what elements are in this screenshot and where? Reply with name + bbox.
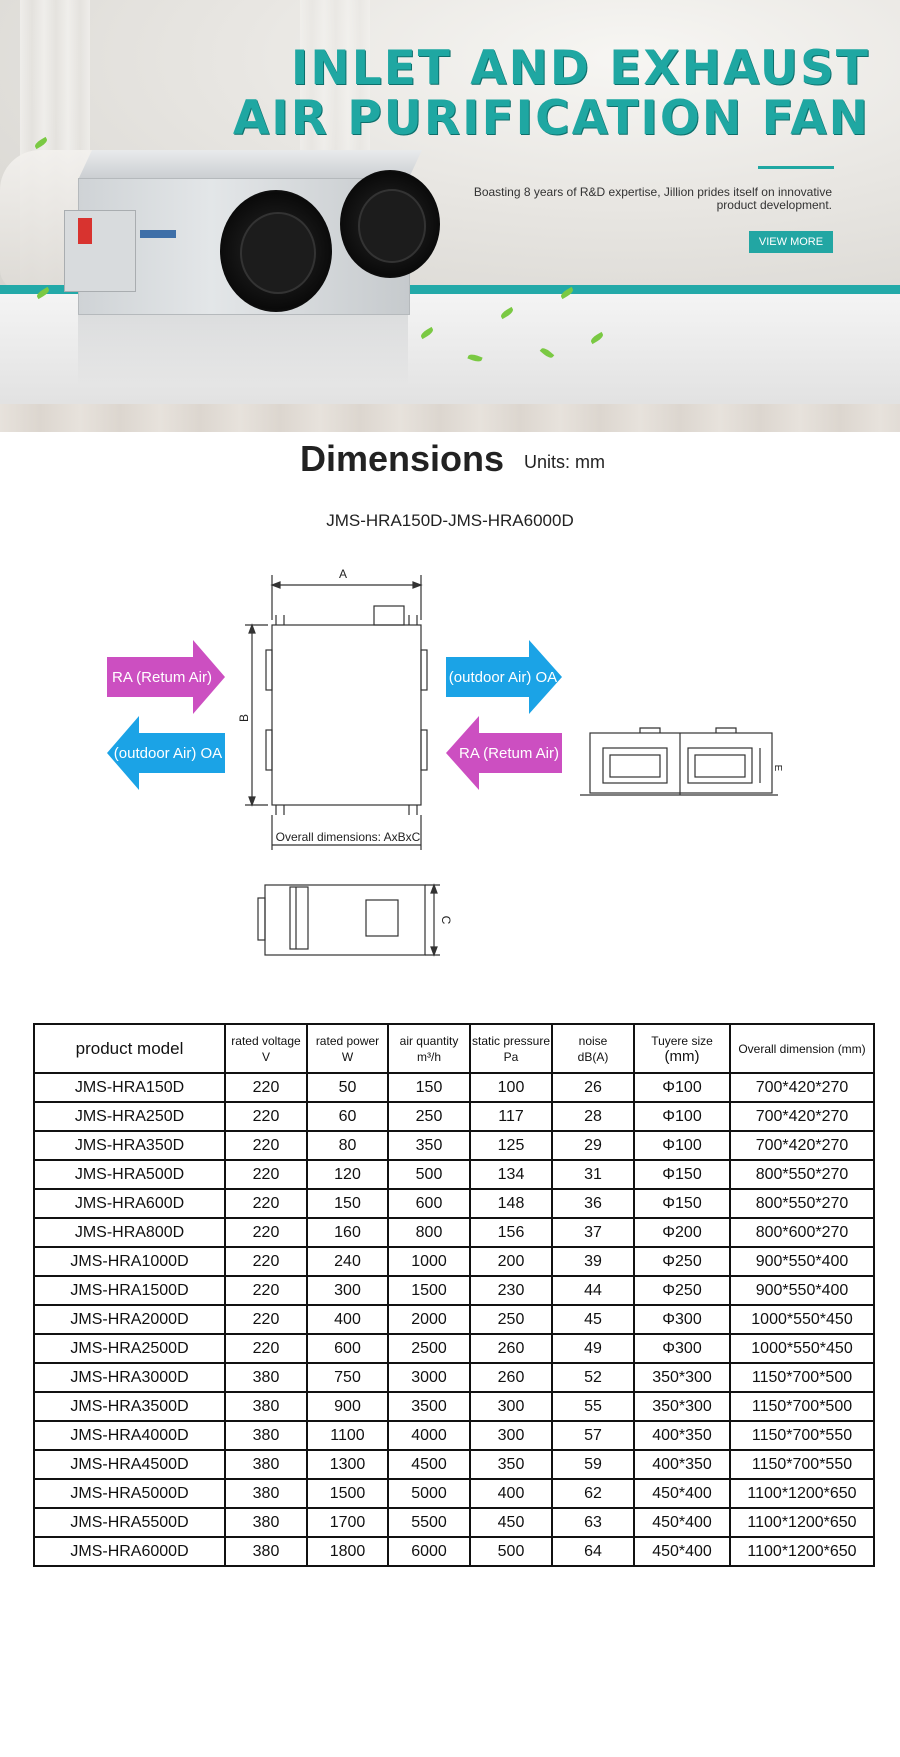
table-cell: 900*550*400	[730, 1276, 874, 1305]
label-b: B	[237, 713, 251, 723]
table-cell: 380	[225, 1479, 307, 1508]
table-cell: 1500	[307, 1479, 388, 1508]
table-cell: 220	[225, 1247, 307, 1276]
table-cell: 900	[307, 1392, 388, 1421]
table-cell: 220	[225, 1073, 307, 1102]
column-header-label: rated voltage	[231, 1033, 301, 1048]
table-cell: 156	[470, 1218, 552, 1247]
table-cell: JMS-HRA3500D	[34, 1392, 225, 1421]
table-cell: 2000	[388, 1305, 470, 1334]
column-header-label: product model	[75, 1038, 184, 1058]
table-cell: 800*550*270	[730, 1160, 874, 1189]
table-cell: 600	[388, 1189, 470, 1218]
column-header	[730, 1024, 874, 1073]
table-cell: 700*420*270	[730, 1073, 874, 1102]
table-cell: 220	[225, 1276, 307, 1305]
overall-dimensions-note: Overall dimensions: AxBxC	[275, 830, 421, 844]
table-row	[34, 1537, 874, 1566]
table-cell: 50	[307, 1073, 388, 1102]
table-cell: 350	[470, 1450, 552, 1479]
table-cell: 3500	[388, 1392, 470, 1421]
dimension-drawing	[0, 560, 900, 960]
arrow-outdoor-air-out	[107, 716, 225, 790]
table-cell: 350	[388, 1131, 470, 1160]
table-cell: Φ250	[634, 1276, 730, 1305]
table-cell: 800*550*270	[730, 1189, 874, 1218]
arrow-return-air-out	[446, 716, 562, 790]
table-cell: 1150*700*500	[730, 1363, 874, 1392]
table-cell: 1700	[307, 1508, 388, 1537]
table-row	[34, 1276, 874, 1305]
table-cell: 250	[470, 1305, 552, 1334]
table-cell: 300	[470, 1392, 552, 1421]
table-row	[34, 1247, 874, 1276]
hero-title-line2: AIR PURIFICATION FAN	[232, 91, 870, 146]
table-cell: JMS-HRA150D	[34, 1073, 225, 1102]
table-cell: JMS-HRA350D	[34, 1131, 225, 1160]
table-cell: 1800	[307, 1537, 388, 1566]
table-cell: Φ300	[634, 1334, 730, 1363]
table-cell: 148	[470, 1189, 552, 1218]
table-cell: 400*350	[634, 1421, 730, 1450]
table-cell: 600	[307, 1334, 388, 1363]
table-cell: 49	[552, 1334, 634, 1363]
table-row	[34, 1508, 874, 1537]
table-cell: 220	[225, 1160, 307, 1189]
table-cell: 400	[307, 1305, 388, 1334]
table-cell: Φ250	[634, 1247, 730, 1276]
column-header	[634, 1024, 730, 1073]
table-cell: 350*300	[634, 1392, 730, 1421]
table-row	[34, 1131, 874, 1160]
table-cell: 230	[470, 1276, 552, 1305]
table-cell: 220	[225, 1218, 307, 1247]
table-cell: 1000*550*450	[730, 1305, 874, 1334]
table-cell: 44	[552, 1276, 634, 1305]
column-header	[307, 1024, 388, 1073]
table-cell: 240	[307, 1247, 388, 1276]
table-cell: 5500	[388, 1508, 470, 1537]
table-cell: JMS-HRA1000D	[34, 1247, 225, 1276]
column-header-unit: V	[261, 1049, 270, 1064]
table-cell: 134	[470, 1160, 552, 1189]
view-more-button[interactable]: VIEW MORE	[749, 231, 833, 253]
table-cell: 1150*700*550	[730, 1421, 874, 1450]
table-row	[34, 1363, 874, 1392]
column-header-unit: W	[341, 1049, 354, 1064]
table-cell: 6000	[388, 1537, 470, 1566]
table-cell: 28	[552, 1102, 634, 1131]
table-cell: 380	[225, 1392, 307, 1421]
column-header	[552, 1024, 634, 1073]
table-cell: JMS-HRA6000D	[34, 1537, 225, 1566]
column-header-label: Tuyere size	[651, 1033, 713, 1048]
unit-top-view	[272, 625, 421, 805]
arrow-outdoor-air-in	[446, 640, 562, 714]
column-header-label: rated power	[315, 1033, 380, 1048]
table-cell: JMS-HRA5500D	[34, 1508, 225, 1537]
table-cell: 64	[552, 1537, 634, 1566]
table-row	[34, 1160, 874, 1189]
table-cell: 26	[552, 1073, 634, 1102]
column-header	[388, 1024, 470, 1073]
table-cell: 125	[470, 1131, 552, 1160]
table-cell: 1000	[388, 1247, 470, 1276]
table-cell: Φ150	[634, 1160, 730, 1189]
brand-badge	[140, 230, 176, 238]
table-cell: 1150*700*500	[730, 1392, 874, 1421]
column-header-label: static pressure	[471, 1033, 551, 1048]
table-cell: 160	[307, 1218, 388, 1247]
table-row	[34, 1334, 874, 1363]
column-header	[34, 1024, 225, 1073]
table-cell: 450	[470, 1508, 552, 1537]
arrow-label: RA (Retum Air)	[111, 669, 213, 686]
table-cell: 36	[552, 1189, 634, 1218]
table-cell: 450*400	[634, 1508, 730, 1537]
table-cell: 62	[552, 1479, 634, 1508]
table-cell: JMS-HRA4500D	[34, 1450, 225, 1479]
table-cell: 450*400	[634, 1479, 730, 1508]
arrow-label: RA (Retum Air)	[458, 745, 560, 762]
table-cell: 39	[552, 1247, 634, 1276]
table-cell: 260	[470, 1334, 552, 1363]
table-cell: 500	[470, 1537, 552, 1566]
label-c: C	[439, 915, 453, 925]
arrow-label: (outdoor Air) OA	[448, 669, 558, 686]
table-row	[34, 1073, 874, 1102]
column-header-unit: (mm)	[664, 1047, 700, 1065]
table-cell: 1100*1200*650	[730, 1479, 874, 1508]
table-row	[34, 1218, 874, 1247]
table-cell: 400	[470, 1479, 552, 1508]
arrow-label: (outdoor Air) OA	[113, 745, 223, 762]
unit-side-view	[265, 885, 425, 955]
model-range: JMS-HRA150D-JMS-HRA6000D	[326, 511, 574, 530]
table-cell: 300	[470, 1421, 552, 1450]
table-cell: JMS-HRA600D	[34, 1189, 225, 1218]
table-cell: JMS-HRA4000D	[34, 1421, 225, 1450]
column-header-unit: m³/h	[417, 1049, 441, 1064]
table-cell: Φ100	[634, 1102, 730, 1131]
product-reflection	[78, 315, 408, 385]
table-cell: 220	[225, 1131, 307, 1160]
table-row	[34, 1450, 874, 1479]
table-cell: 1000*550*450	[730, 1334, 874, 1363]
duct-outlet	[340, 170, 440, 278]
table-cell: 1100*1200*650	[730, 1537, 874, 1566]
table-cell: 4000	[388, 1421, 470, 1450]
table-cell: 380	[225, 1450, 307, 1479]
table-cell: 1300	[307, 1450, 388, 1479]
table-cell: 63	[552, 1508, 634, 1537]
table-header-row	[34, 1024, 874, 1073]
table-cell: 700*420*270	[730, 1131, 874, 1160]
table-cell: 117	[470, 1102, 552, 1131]
table-cell: 55	[552, 1392, 634, 1421]
table-cell: 4500	[388, 1450, 470, 1479]
table-cell: JMS-HRA500D	[34, 1160, 225, 1189]
table-cell: 1100*1200*650	[730, 1508, 874, 1537]
table-cell: 29	[552, 1131, 634, 1160]
table-row	[34, 1421, 874, 1450]
table-cell: Φ200	[634, 1218, 730, 1247]
table-row	[34, 1479, 874, 1508]
arrow-return-air-in	[107, 640, 225, 714]
table-cell: 100	[470, 1073, 552, 1102]
table-cell: 59	[552, 1450, 634, 1479]
table-row	[34, 1392, 874, 1421]
table-cell: 60	[307, 1102, 388, 1131]
label-a: A	[338, 567, 348, 581]
table-cell: JMS-HRA2500D	[34, 1334, 225, 1363]
column-header-unit: Pa	[503, 1049, 519, 1064]
table-cell: 37	[552, 1218, 634, 1247]
table-cell: 400*350	[634, 1450, 730, 1479]
table-cell: 45	[552, 1305, 634, 1334]
duct-outlet	[220, 190, 332, 312]
specification-table	[33, 1023, 875, 1567]
table-cell: Φ150	[634, 1189, 730, 1218]
table-cell: 57	[552, 1421, 634, 1450]
warning-label	[78, 218, 92, 244]
table-cell: JMS-HRA250D	[34, 1102, 225, 1131]
dimensions-units: Units: mm	[524, 452, 605, 472]
table-cell: 800*600*270	[730, 1218, 874, 1247]
wood-band	[0, 404, 900, 432]
table-cell: 220	[225, 1189, 307, 1218]
column-header	[470, 1024, 552, 1073]
table-cell: 220	[225, 1305, 307, 1334]
label-e: E	[772, 764, 783, 772]
table-cell: 380	[225, 1537, 307, 1566]
column-header-unit: dB(A)	[577, 1049, 609, 1064]
table-cell: 5000	[388, 1479, 470, 1508]
table-row	[34, 1189, 874, 1218]
hero-title-line1: INLET AND EXHAUST	[290, 41, 870, 96]
table-cell: 300	[307, 1276, 388, 1305]
hero-banner	[0, 0, 900, 432]
table-cell: 150	[388, 1073, 470, 1102]
table-cell: 220	[225, 1102, 307, 1131]
table-cell: 380	[225, 1508, 307, 1537]
table-cell: 250	[388, 1102, 470, 1131]
column-header	[225, 1024, 307, 1073]
table-cell: 380	[225, 1363, 307, 1392]
table-row	[34, 1102, 874, 1131]
table-cell: 350*300	[634, 1363, 730, 1392]
table-cell: 500	[388, 1160, 470, 1189]
table-cell: JMS-HRA2000D	[34, 1305, 225, 1334]
table-cell: JMS-HRA1500D	[34, 1276, 225, 1305]
dimensions-title: Dimensions	[300, 438, 505, 479]
hero-title	[232, 41, 870, 146]
table-cell: 1500	[388, 1276, 470, 1305]
table-cell: 800	[388, 1218, 470, 1247]
table-cell: 3000	[388, 1363, 470, 1392]
table-body	[34, 1073, 874, 1566]
table-cell: 2500	[388, 1334, 470, 1363]
table-cell: 900*550*400	[730, 1247, 874, 1276]
table-cell: 80	[307, 1131, 388, 1160]
product-image	[78, 150, 408, 315]
table-cell: JMS-HRA5000D	[34, 1479, 225, 1508]
table-cell: JMS-HRA800D	[34, 1218, 225, 1247]
table-cell: JMS-HRA3000D	[34, 1363, 225, 1392]
table-cell: Φ100	[634, 1073, 730, 1102]
table-cell: 31	[552, 1160, 634, 1189]
column-header-label: air quantity	[399, 1033, 459, 1048]
table-cell: 120	[307, 1160, 388, 1189]
hero-description: Boasting 8 years of R&D expertise, Jillion prides itself on innovative product development.	[473, 185, 832, 212]
table-cell: 380	[225, 1421, 307, 1450]
table-cell: 700*420*270	[730, 1102, 874, 1131]
table-row	[34, 1305, 874, 1334]
table-cell: 150	[307, 1189, 388, 1218]
hero-divider	[758, 166, 834, 169]
table-cell: 1150*700*550	[730, 1450, 874, 1479]
column-header-label: noise	[578, 1033, 608, 1048]
column-header-label: Overall dimension (mm)	[738, 1041, 866, 1056]
control-box	[64, 210, 136, 292]
table-cell: Φ100	[634, 1131, 730, 1160]
table-cell: 750	[307, 1363, 388, 1392]
table-cell: 450*400	[634, 1537, 730, 1566]
table-cell: 220	[225, 1334, 307, 1363]
table-cell: Φ300	[634, 1305, 730, 1334]
table-cell: 260	[470, 1363, 552, 1392]
table-cell: 52	[552, 1363, 634, 1392]
table-cell: 200	[470, 1247, 552, 1276]
table-cell: 1100	[307, 1421, 388, 1450]
